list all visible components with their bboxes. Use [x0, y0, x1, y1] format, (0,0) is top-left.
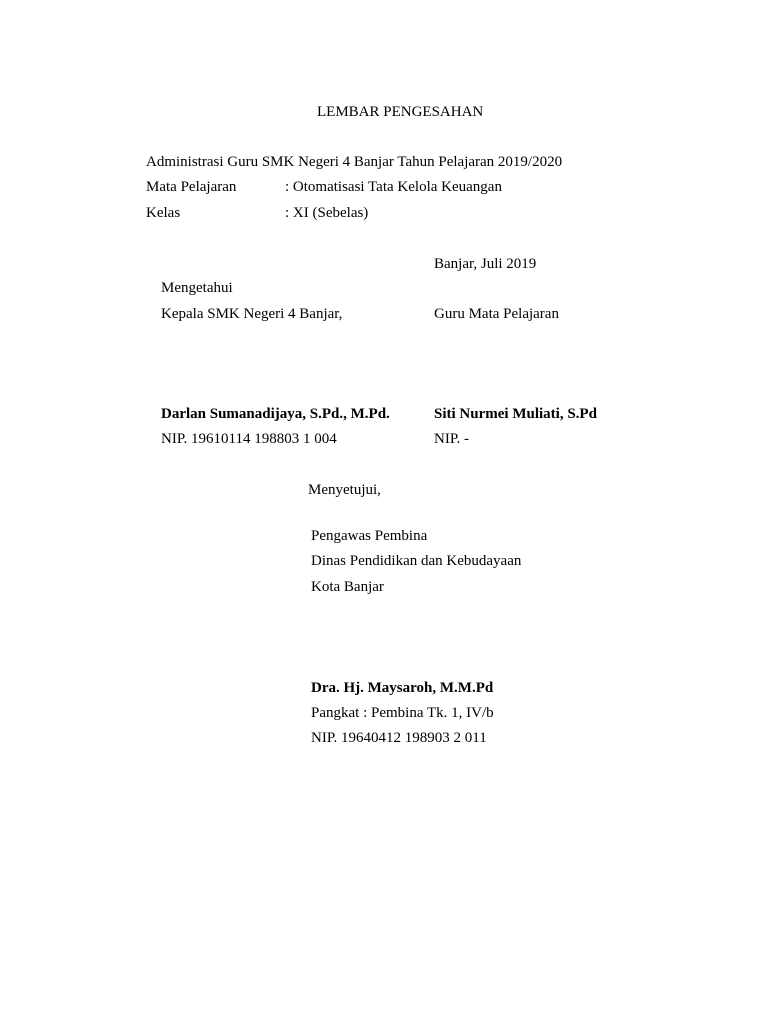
teacher-role: Guru Mata Pelajaran [434, 306, 559, 322]
class-label: Kelas [146, 205, 181, 221]
supervisor-role-line1: Pengawas Pembina [311, 528, 428, 544]
page-title: LEMBAR PENGESAHAN [317, 104, 484, 120]
supervisor-nip: NIP. 19640412 198903 2 011 [311, 730, 487, 746]
principal-name: Darlan Sumanadijaya, S.Pd., M.Pd. [161, 406, 390, 422]
supervisor-role-line3: Kota Banjar [311, 579, 384, 595]
supervisor-rank: Pangkat : Pembina Tk. 1, IV/b [311, 705, 494, 721]
teacher-name: Siti Nurmei Muliati, S.Pd [434, 406, 597, 422]
supervisor-role-line2: Dinas Pendidikan dan Kebudayaan [311, 553, 522, 569]
subject-value: : Otomatisasi Tata Kelola Keuangan [285, 179, 502, 195]
subject-label: Mata Pelajaran [146, 179, 237, 195]
principal-role: Kepala SMK Negeri 4 Banjar, [161, 306, 343, 322]
approve-label: Menyetujui, [308, 482, 381, 498]
admin-line: Administrasi Guru SMK Negeri 4 Banjar Tahun Pelajaran 2019/2020 [146, 154, 563, 170]
place-date: Banjar, Juli 2019 [434, 256, 537, 272]
supervisor-name: Dra. Hj. Maysaroh, M.M.Pd [311, 680, 494, 696]
principal-nip: NIP. 19610114 198803 1 004 [161, 431, 337, 447]
class-value: : XI (Sebelas) [285, 205, 369, 221]
acknowledge-label: Mengetahui [161, 280, 233, 296]
teacher-nip: NIP. - [434, 431, 470, 447]
